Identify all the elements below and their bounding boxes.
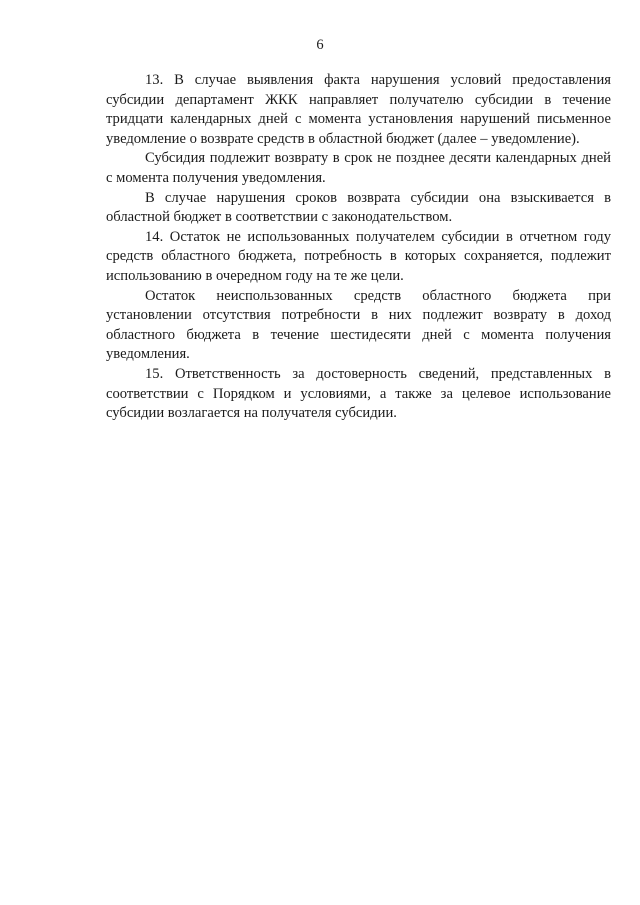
document-body <box>106 71 611 424</box>
paragraph-13: 13. В случае выявления факта нарушения условий предоставления субсидии департамент ЖКК направляет получателю субсидии в течение тридцати календарных дней с момента установления нарушений письменное уведомление о возврате средств в областной бюджет (далее – уведомление). <box>106 72 611 147</box>
paragraph-15: 15. Ответственность за достоверность сведений, представленных в соответствии с Порядком и условиями, а также за целевое использование субсидии возлагается на получателя субсидии. <box>106 365 611 422</box>
paragraph-recovery: В случае нарушения сроков возврата субсидии она взыскивается в областной бюджет в соответствии с законодательством. <box>106 189 611 226</box>
paragraph-14: 14. Остаток не использованных получателем субсидии в отчетном году средств областного бюджета, потребность в которых сохраняется, подлежит использованию в очередном году на те же цели. <box>106 228 611 284</box>
paragraph-return-deadline: Субсидия подлежит возврату в срок не позднее десяти календарных дней с момента получения уведомления. <box>106 150 611 186</box>
page-number: 6 <box>316 37 324 53</box>
paragraph-unused-balance: Остаток неиспользованных средств областного бюджета при установлении отсутствия потребности в них подлежит возврату в доход областного бюджета в течение шестидесяти дней с момента получения уведомления. <box>106 287 611 363</box>
